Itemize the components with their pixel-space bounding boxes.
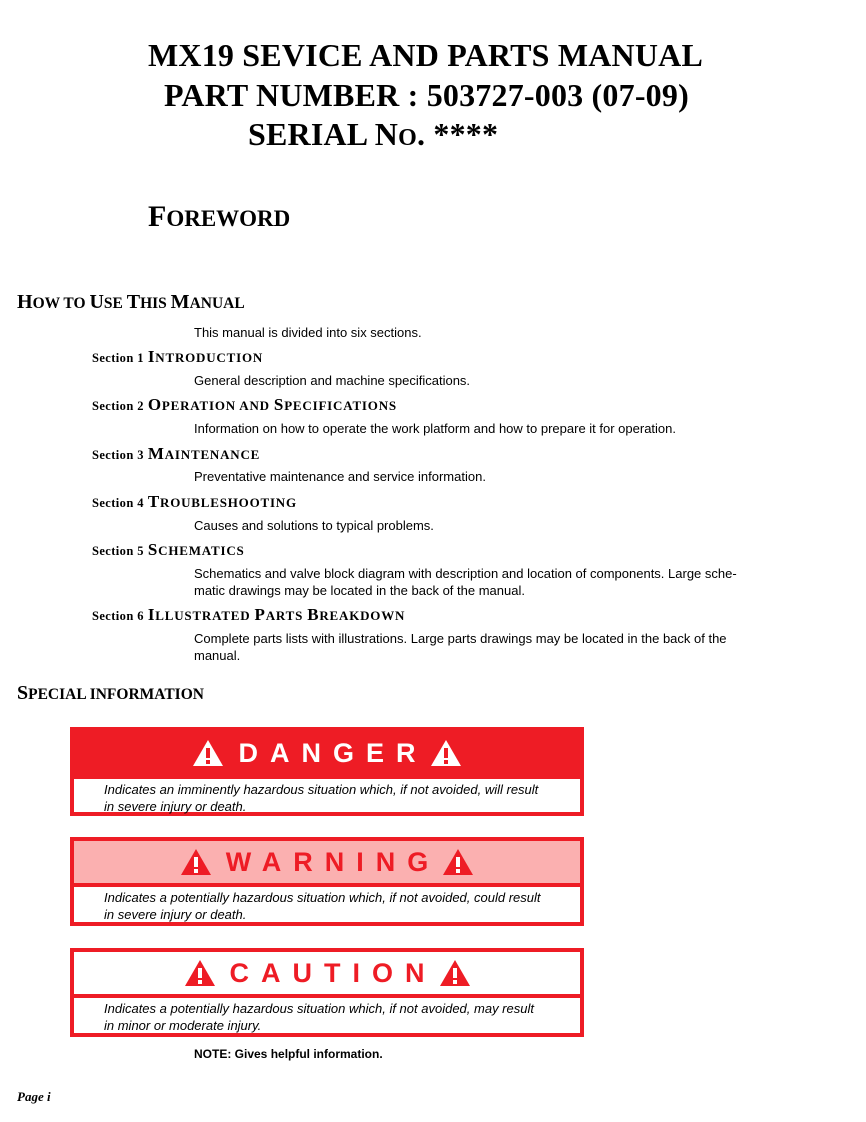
danger-word: DANGER: [238, 737, 428, 768]
section-4-desc: Causes and solutions to typical problems.: [194, 518, 434, 533]
section-5-desc-line-2: matic drawings may be located in the back of the manual.: [194, 583, 525, 598]
section-label: Section 3: [92, 448, 144, 462]
section-label: Section 4: [92, 496, 144, 510]
section-title-cap: S: [147, 540, 159, 559]
intro-text: This manual is divided into six sections.: [194, 325, 422, 340]
heading-part: M: [170, 291, 190, 313]
warning-triangle-icon: [184, 959, 216, 987]
section-title-rest: AINTENANCE: [164, 447, 261, 462]
section-title-rest: LLUSTRATED: [155, 608, 255, 623]
heading-part: T: [126, 291, 141, 313]
serial-value: . ****: [416, 116, 499, 152]
foreword-rest: OREWORD: [166, 206, 291, 231]
page-number: Page i: [17, 1089, 51, 1104]
caution-text-line: Indicates a potentially hazardous situation which, if not avoided, may result: [104, 1001, 534, 1016]
section-5-heading: [92, 540, 245, 560]
heading-rest: PECIAL INFORMATION: [28, 686, 204, 703]
heading-cap: S: [17, 682, 29, 704]
warning-box: [70, 837, 584, 926]
heading-part: ANUAL: [189, 295, 245, 312]
heading-part: HIS: [140, 295, 171, 312]
warning-text: [74, 887, 580, 923]
warning-triangle-icon: [430, 739, 462, 767]
manual-title: MX19 SEVICE AND PARTS MANUAL: [148, 37, 704, 73]
section-title-rest: CHEMATICS: [158, 543, 245, 558]
caution-header: [74, 952, 580, 994]
danger-text: [74, 779, 580, 815]
serial-label: SERIAL N: [248, 116, 399, 152]
section-title-cap: T: [147, 492, 161, 511]
heading-part: H: [17, 291, 33, 313]
heading-part: OW TO: [32, 295, 90, 312]
warning-word: WARNING: [225, 846, 441, 877]
section-title-rest: PECIFICATIONS: [284, 398, 397, 413]
section-title-rest: ROUBLESHOOTING: [160, 495, 297, 510]
warning-triangle-icon: [180, 848, 212, 876]
section-6-desc-line-2: manual.: [194, 648, 241, 663]
caution-box: [70, 948, 584, 1037]
danger-text-line: Indicates an imminently hazardous situation which, if not avoided, will result: [104, 782, 539, 797]
note-text: NOTE: Gives helpful information.: [194, 1047, 383, 1061]
section-6-desc-line-1: Complete parts lists with illustrations. Large parts drawings may be located in the back of the: [194, 631, 727, 646]
danger-text-line: in severe injury or death.: [104, 799, 247, 814]
section-label: Section 2: [92, 399, 144, 413]
caution-text-line: in minor or moderate injury.: [104, 1018, 262, 1033]
how-to-use-heading: [17, 291, 245, 314]
danger-box: [70, 727, 584, 816]
warning-triangle-icon: [439, 959, 471, 987]
caution-text: [74, 998, 580, 1034]
section-title-cap: P: [254, 605, 266, 624]
section-2-desc: Information on how to operate the work platform and how to prepare it for operation.: [194, 421, 676, 436]
danger-header: [74, 731, 580, 775]
section-title-cap: M: [147, 444, 165, 463]
section-label: Section 1: [92, 351, 144, 365]
section-6-heading: [92, 605, 405, 625]
section-title-cap: O: [147, 395, 162, 414]
section-1-desc: General description and machine specifications.: [194, 373, 471, 388]
warning-header: [74, 841, 580, 883]
section-title-cap: S: [273, 395, 285, 414]
section-title-rest: NTRODUCTION: [155, 350, 264, 365]
part-number: PART NUMBER : 503727-003 (07-09): [164, 77, 689, 113]
foreword-heading: [148, 200, 290, 234]
section-1-heading: [92, 347, 263, 367]
section-title-rest: ARTS: [265, 608, 308, 623]
section-title-cap: B: [307, 605, 320, 624]
section-title-cap: I: [147, 347, 156, 366]
caution-word: CAUTION: [229, 957, 437, 988]
heading-part: U: [89, 291, 104, 313]
warning-triangle-icon: [442, 848, 474, 876]
section-label: Section 5: [92, 544, 144, 558]
section-4-heading: [92, 492, 297, 512]
section-3-desc: Preventative maintenance and service information.: [194, 469, 486, 484]
serial-number: [248, 116, 498, 153]
section-label: Section 6: [92, 609, 144, 623]
section-5-desc-line-1: Schematics and valve block diagram with description and location of components. Large sche-: [194, 566, 737, 581]
warning-text-line: Indicates a potentially hazardous situation which, if not avoided, could result: [104, 890, 541, 905]
serial-label-o: O: [398, 125, 417, 151]
section-title-rest: PERATION AND: [161, 398, 274, 413]
section-3-heading: [92, 444, 260, 464]
warning-triangle-icon: [192, 739, 224, 767]
heading-part: SE: [103, 295, 127, 312]
special-information-heading: [17, 682, 204, 705]
section-2-heading: [92, 395, 397, 415]
section-title-cap: I: [147, 605, 156, 624]
foreword-cap: F: [148, 200, 167, 233]
warning-text-line: in severe injury or death.: [104, 907, 247, 922]
section-title-rest: REAKDOWN: [319, 608, 406, 623]
